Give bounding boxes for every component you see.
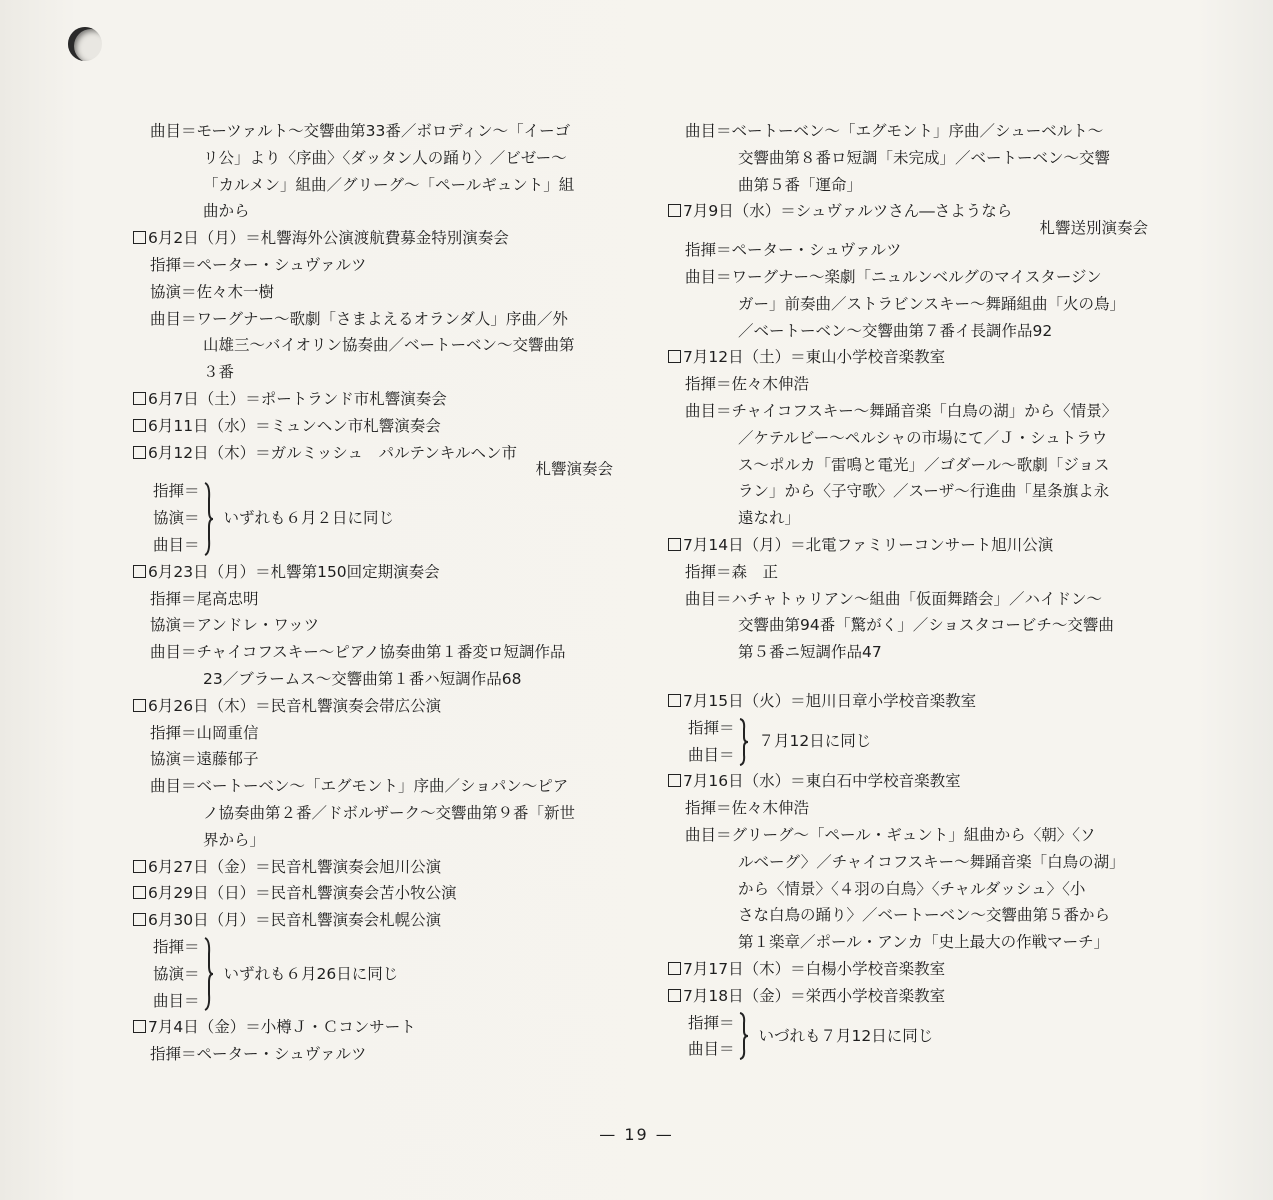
checkbox-icon — [133, 699, 146, 712]
same-as-text: ７月12日に同じ — [758, 732, 872, 751]
event-heading: 6月7日（土）＝ポートランド市札響演奏会 — [133, 386, 623, 413]
checkbox-icon — [668, 989, 681, 1002]
event-heading: 6月27日（金）＝民音札響演奏会旭川公演 — [133, 854, 623, 881]
conductor-line: 指揮＝ペーター・シュヴァルツ — [150, 255, 367, 274]
event-heading: 7月15日（火）＝旭川日章小学校音楽教室 — [668, 688, 1158, 715]
same-as-note — [668, 715, 1158, 769]
conductor-line: 指揮＝佐々木伸浩 — [685, 799, 810, 818]
program-line: 曲目＝モーツァルト～交響曲第33番／ボロディン～「イーゴ — [150, 122, 571, 140]
conductor-line: 指揮＝森 正 — [685, 562, 779, 581]
program-line: リ公」より〈序曲〉〈ダッタン人の踊り〉／ビゼー～ — [203, 148, 567, 167]
checkbox-icon — [133, 1020, 146, 1033]
program-line: から〈情景〉〈４羽の白鳥〉〈チャルダッシュ〉〈小 — [738, 879, 1086, 898]
program-line: ガー」前奏曲／ストラビンスキー～舞踊組曲「火の鳥」 — [738, 294, 1126, 313]
same-as-note — [133, 478, 623, 558]
checkbox-icon — [133, 231, 146, 244]
event-heading: 7月16日（水）＝東白石中学校音楽教室 — [668, 768, 1158, 795]
conductor-line: 指揮＝佐々木伸浩 — [685, 375, 810, 394]
program-line: 第５番ニ短調作品47 — [738, 643, 882, 662]
program-line: 23／ブラームス～交響曲第１番ハ短調作品68 — [203, 669, 522, 688]
conductor-line: 指揮＝山岡重信 — [150, 723, 259, 742]
program-label: 曲目＝ — [153, 535, 200, 554]
program-line: 曲目＝グリーグ～「ペール・ギュント」組曲から〈朝〉〈ソ — [685, 825, 1096, 844]
conductor-label: 指揮＝ — [688, 1013, 735, 1032]
soloist-line: 協演＝佐々木一樹 — [150, 282, 275, 301]
same-as-note — [668, 1010, 1158, 1064]
brace-icon — [737, 1011, 749, 1061]
event-heading: 6月26日（木）＝民音札響演奏会帯広公演 — [133, 693, 623, 720]
same-as-note — [133, 934, 623, 1014]
checkbox-icon — [133, 886, 146, 899]
right-column — [668, 118, 1158, 1063]
program-label: 曲目＝ — [688, 1040, 735, 1059]
event-heading: 6月29日（日）＝民音札響演奏会苫小牧公演 — [133, 880, 623, 907]
event-heading: 6月30日（月）＝民音札響演奏会札幌公演 — [133, 907, 623, 934]
program-line: 曲目＝ワーグナー～楽劇「ニュルンベルグのマイスタージン — [685, 267, 1102, 286]
program-line: ノ協奏曲第２番／ドボルザーク～交響曲第９番「新世 — [203, 803, 576, 822]
event-heading: 6月23日（月）＝札響第150回定期演奏会 — [133, 559, 623, 586]
program-line: 交響曲第94番「驚がく」／ショスタコービチ～交響曲 — [738, 616, 1114, 635]
event-heading: 7月9日（水）＝シュヴァルツさん―さようなら — [668, 198, 1158, 225]
checkbox-icon — [133, 392, 146, 405]
program-line: 曲目＝ワーグナー～歌劇「さまよえるオランダ人」序曲／外 — [150, 309, 568, 328]
checkbox-icon — [133, 913, 146, 926]
program-label: 曲目＝ — [688, 745, 735, 764]
conductor-label: 指揮＝ — [688, 718, 735, 737]
program-line: 界から」 — [203, 830, 266, 849]
checkbox-icon — [668, 962, 681, 975]
conductor-label: 指揮＝ — [153, 937, 200, 956]
event-subheading: 札響送別演奏会 — [1039, 219, 1148, 238]
program-line: さな白鳥の踊り〉／ベートーベン～交響曲第５番から — [738, 906, 1111, 925]
checkbox-icon — [133, 860, 146, 873]
soloist-line: 協演＝遠藤郁子 — [150, 750, 259, 769]
program-line: 曲目＝ベートーベン～「エグモント」序曲／ショパン～ピア — [150, 777, 569, 796]
program-line: ルベーグ〉／チャイコフスキー～舞踊音楽「白鳥の湖」 — [738, 852, 1125, 871]
soloist-label: 協演＝ — [153, 509, 200, 528]
checkbox-icon — [668, 538, 681, 551]
program-label: 曲目＝ — [153, 991, 200, 1010]
brace-icon — [202, 936, 214, 1012]
event-heading: 6月11日（水）＝ミュンヘン市札響演奏会 — [133, 413, 623, 440]
event-heading: 7月14日（月）＝北電ファミリーコンサート旭川公演 — [668, 532, 1158, 559]
program-line: ３番 — [203, 363, 235, 382]
program-line: 曲目＝ベートーベン～「エグモント」序曲／シューベルト～ — [685, 122, 1104, 140]
event-heading: 7月17日（木）＝白楊小学校音楽教室 — [668, 956, 1158, 983]
same-as-text: いづれも７月12日に同じ — [758, 1026, 934, 1045]
checkbox-icon — [668, 204, 681, 217]
same-as-text: いずれも６月26日に同じ — [223, 964, 399, 983]
event-heading: 6月2日（月）＝札響海外公演渡航費募金特別演奏会 — [133, 225, 623, 252]
program-line: 曲から — [203, 202, 250, 221]
program-line: ラン」から〈子守歌〉／スーザ～行進曲「星条旗よ永 — [738, 482, 1110, 501]
checkbox-icon — [133, 446, 146, 459]
program-line: 第１楽章／ポール・アンカ「史上最大の作戦マーチ」 — [738, 933, 1110, 952]
program-line: 曲目＝ハチャトゥリアン～組曲「仮面舞踏会」／ハイドン～ — [685, 589, 1103, 608]
brace-icon — [202, 481, 214, 557]
page-number: — 19 — — [599, 1125, 674, 1144]
event-heading: 7月18日（金）＝栄西小学校音楽教室 — [668, 983, 1158, 1010]
program-line: 曲目＝チャイコフスキー～舞踊音楽「白鳥の湖」から〈情景〉 — [685, 401, 1118, 420]
program-line: 「カルメン」組曲／グリーグ～「ペールギュント」組 — [203, 175, 575, 194]
event-heading: 7月4日（金）＝小樽Ｊ・Ｃコンサート — [133, 1014, 623, 1041]
soloist-label: 協演＝ — [153, 964, 200, 983]
checkbox-icon — [668, 350, 681, 363]
punch-hole — [68, 27, 102, 61]
program-line: ス～ポルカ「雷鳴と電光」／ゴダール～歌劇「ジョス — [738, 455, 1110, 474]
conductor-line: 指揮＝尾高忠明 — [150, 589, 259, 608]
program-line: 遠なれ」 — [738, 509, 801, 528]
conductor-line: 指揮＝ペーター・シュヴァルツ — [685, 241, 902, 260]
event-subheading: 札響演奏会 — [535, 460, 613, 479]
event-heading: 6月12日（木）＝ガルミッシュ パルテンキルヘン市 — [133, 440, 623, 467]
soloist-line: 協演＝アンドレ・ワッツ — [150, 616, 320, 635]
checkbox-icon — [668, 694, 681, 707]
program-line: 曲第５番「運命」 — [738, 175, 863, 194]
conductor-label: 指揮＝ — [153, 482, 200, 501]
program-line: 山雄三～バイオリン協奏曲／ベートーベン～交響曲第 — [203, 336, 575, 355]
checkbox-icon — [133, 419, 146, 432]
brace-icon — [737, 717, 749, 767]
checkbox-icon — [133, 565, 146, 578]
program-line: 交響曲第８番ロ短調「未完成」／ベートーベン～交響 — [738, 148, 1111, 167]
program-line: ／ベートーベン～交響曲第７番イ長調作品92 — [738, 321, 1053, 340]
same-as-text: いずれも６月２日に同じ — [223, 509, 395, 528]
left-column — [133, 118, 623, 1068]
event-heading: 7月12日（土）＝東山小学校音楽教室 — [668, 344, 1158, 371]
conductor-line: 指揮＝ペーター・シュヴァルツ — [150, 1045, 367, 1064]
program-line: 曲目＝チャイコフスキー～ピアノ協奏曲第１番変ロ短調作品 — [150, 643, 566, 662]
program-line: ／ケテルビー～ペルシャの市場にて／Ｊ・シュトラウ — [738, 428, 1108, 447]
checkbox-icon — [668, 774, 681, 787]
